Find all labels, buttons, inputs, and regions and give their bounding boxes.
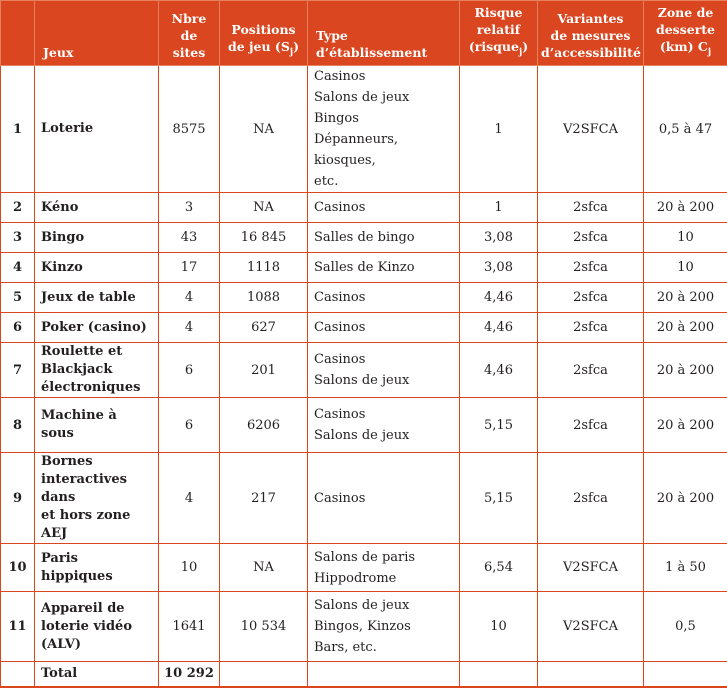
header-jeux: Jeux [35, 1, 159, 66]
establishment-type-line: Casinos [314, 287, 455, 308]
relative-risk: 1 [460, 66, 538, 193]
sites-count: 3 [159, 193, 220, 223]
game-name: Loterie [35, 66, 159, 193]
establishment-type [308, 544, 460, 592]
total-empty-cell [538, 662, 644, 687]
establishment-type [308, 223, 460, 253]
establishment-type-line: Salons de jeux [314, 87, 455, 108]
relative-risk: 4,46 [460, 313, 538, 343]
establishment-type-line: Bingos, Kinzos [314, 616, 455, 637]
table-row [1, 398, 727, 453]
sites-count: 17 [159, 253, 220, 283]
accessibility-variant: 2sfca [538, 398, 644, 453]
game-name-line: et hors zone AEJ [41, 507, 154, 543]
establishment-type-line: Casinos [314, 66, 455, 87]
game-name-line: (ALV) [41, 636, 154, 654]
row-number: 10 [1, 544, 35, 592]
row-number: 4 [1, 253, 35, 283]
relative-risk: 4,46 [460, 343, 538, 398]
header-type: Type d’établissement [308, 1, 460, 66]
game-name-line: loterie vidéo [41, 618, 154, 636]
relative-risk: 4,46 [460, 283, 538, 313]
game-name-line: interactives dans [41, 471, 154, 507]
header-nbre-sites: Nbre de sites [159, 1, 220, 66]
total-label: Total [35, 662, 159, 687]
row-number: 7 [1, 343, 35, 398]
table-row [1, 453, 727, 544]
total-row [1, 662, 727, 687]
establishment-type-line: Casinos [314, 349, 455, 370]
positions-count: 16 845 [220, 223, 308, 253]
row-number: 3 [1, 223, 35, 253]
row-number: 5 [1, 283, 35, 313]
table-row [1, 343, 727, 398]
sites-count: 4 [159, 313, 220, 343]
total-empty-cell [644, 662, 727, 687]
row-number: 2 [1, 193, 35, 223]
game-name: Bingo [35, 223, 159, 253]
table-row [1, 544, 727, 592]
sites-count: 6 [159, 343, 220, 398]
establishment-type-line: Casinos [314, 488, 455, 509]
game-name [35, 343, 159, 398]
game-name: Machine à sous [35, 398, 159, 453]
service-zone: 20 à 200 [644, 283, 727, 313]
establishment-type-line: Salles de Kinzo [314, 257, 455, 278]
accessibility-variant: V2SFCA [538, 544, 644, 592]
accessibility-variant: 2sfca [538, 193, 644, 223]
game-name: Poker (casino) [35, 313, 159, 343]
game-name: Jeux de table [35, 283, 159, 313]
sites-count: 10 [159, 544, 220, 592]
header-num [1, 1, 35, 66]
total-num-cell [1, 662, 35, 687]
service-zone: 10 [644, 253, 727, 283]
positions-count: 217 [220, 453, 308, 544]
total-empty-cell [308, 662, 460, 687]
establishment-type-line: Casinos [314, 197, 455, 218]
accessibility-variant: 2sfca [538, 253, 644, 283]
header-positions: Positions de jeu $(S_j)$ [220, 1, 308, 66]
row-number: 1 [1, 66, 35, 193]
relative-risk: 5,15 [460, 398, 538, 453]
row-number: 11 [1, 592, 35, 662]
accessibility-variant: 2sfca [538, 453, 644, 544]
total-empty-cell [460, 662, 538, 687]
establishment-type [308, 343, 460, 398]
establishment-type-line: etc. [314, 171, 455, 192]
accessibility-variant: 2sfca [538, 283, 644, 313]
positions-count: NA [220, 193, 308, 223]
game-name [35, 592, 159, 662]
game-name-line: Roulette et [41, 343, 154, 361]
total-empty-cell [220, 662, 308, 687]
table-row [1, 592, 727, 662]
table-row [1, 193, 727, 223]
establishment-type-line: Bingos [314, 108, 455, 129]
service-zone: 20 à 200 [644, 193, 727, 223]
game-name-line: Blackjack [41, 361, 154, 379]
establishment-type [308, 313, 460, 343]
establishment-type [308, 253, 460, 283]
sites-count: 1641 [159, 592, 220, 662]
positions-count: 627 [220, 313, 308, 343]
row-number: 6 [1, 313, 35, 343]
establishment-type [308, 592, 460, 662]
positions-count: 1088 [220, 283, 308, 313]
sites-count: 43 [159, 223, 220, 253]
service-zone: 20 à 200 [644, 453, 727, 544]
service-zone: 20 à 200 [644, 313, 727, 343]
establishment-type-line: Casinos [314, 317, 455, 338]
positions-count: 10 534 [220, 592, 308, 662]
row-number: 9 [1, 453, 35, 544]
sites-count: 4 [159, 283, 220, 313]
table-row [1, 223, 727, 253]
positions-count: 201 [220, 343, 308, 398]
header-zone: Zone de desserte (km) $C_j$ [644, 1, 727, 66]
accessibility-variant: V2SFCA [538, 592, 644, 662]
game-name-line: électroniques [41, 379, 154, 397]
establishment-type-line: Hippodrome [314, 568, 455, 589]
establishment-type-line: Salons de paris [314, 547, 455, 568]
relative-risk: 3,08 [460, 253, 538, 283]
establishment-type [308, 453, 460, 544]
accessibility-variant: 2sfca [538, 343, 644, 398]
positions-count: 6206 [220, 398, 308, 453]
establishment-type [308, 283, 460, 313]
establishment-type [308, 66, 460, 193]
total-sites: 10 292 [159, 662, 220, 687]
game-name-line: Bornes [41, 453, 154, 471]
accessibility-variant: 2sfca [538, 223, 644, 253]
establishment-type-line: Salons de jeux [314, 425, 455, 446]
table-row [1, 253, 727, 283]
accessibility-variant: 2sfca [538, 313, 644, 343]
table-row [1, 283, 727, 313]
relative-risk: 5,15 [460, 453, 538, 544]
service-zone: 0,5 à 47 [644, 66, 727, 193]
establishment-type-line: Dépanneurs, kiosques, [314, 129, 455, 171]
game-name: Kéno [35, 193, 159, 223]
header-variantes: Variantes de mesures d’accessibilité [538, 1, 644, 66]
game-name-line: Appareil de [41, 600, 154, 618]
positions-count: 1118 [220, 253, 308, 283]
establishment-type-line: Salles de bingo [314, 227, 455, 248]
service-zone: 1 à 50 [644, 544, 727, 592]
header-risque: Risque relatif (risque$_j$) [460, 1, 538, 66]
game-name [35, 453, 159, 544]
game-name: Paris hippiques [35, 544, 159, 592]
relative-risk: 10 [460, 592, 538, 662]
establishment-type [308, 193, 460, 223]
relative-risk: 6,54 [460, 544, 538, 592]
relative-risk: 3,08 [460, 223, 538, 253]
sites-count: 4 [159, 453, 220, 544]
header-row [1, 1, 727, 66]
establishment-type [308, 398, 460, 453]
establishment-type-line: Salons de jeux [314, 595, 455, 616]
table-row [1, 66, 727, 193]
sites-count: 8575 [159, 66, 220, 193]
establishment-type-line: Salons de jeux [314, 370, 455, 391]
accessibility-variant: V2SFCA [538, 66, 644, 193]
service-zone: 20 à 200 [644, 398, 727, 453]
row-number: 8 [1, 398, 35, 453]
positions-count: NA [220, 544, 308, 592]
service-zone: 20 à 200 [644, 343, 727, 398]
service-zone: 10 [644, 223, 727, 253]
game-name: Kinzo [35, 253, 159, 283]
relative-risk: 1 [460, 193, 538, 223]
establishment-type-line: Casinos [314, 404, 455, 425]
positions-count: NA [220, 66, 308, 193]
establishment-type-line: Bars, etc. [314, 637, 455, 658]
sites-count: 6 [159, 398, 220, 453]
service-zone: 0,5 [644, 592, 727, 662]
table-row [1, 313, 727, 343]
